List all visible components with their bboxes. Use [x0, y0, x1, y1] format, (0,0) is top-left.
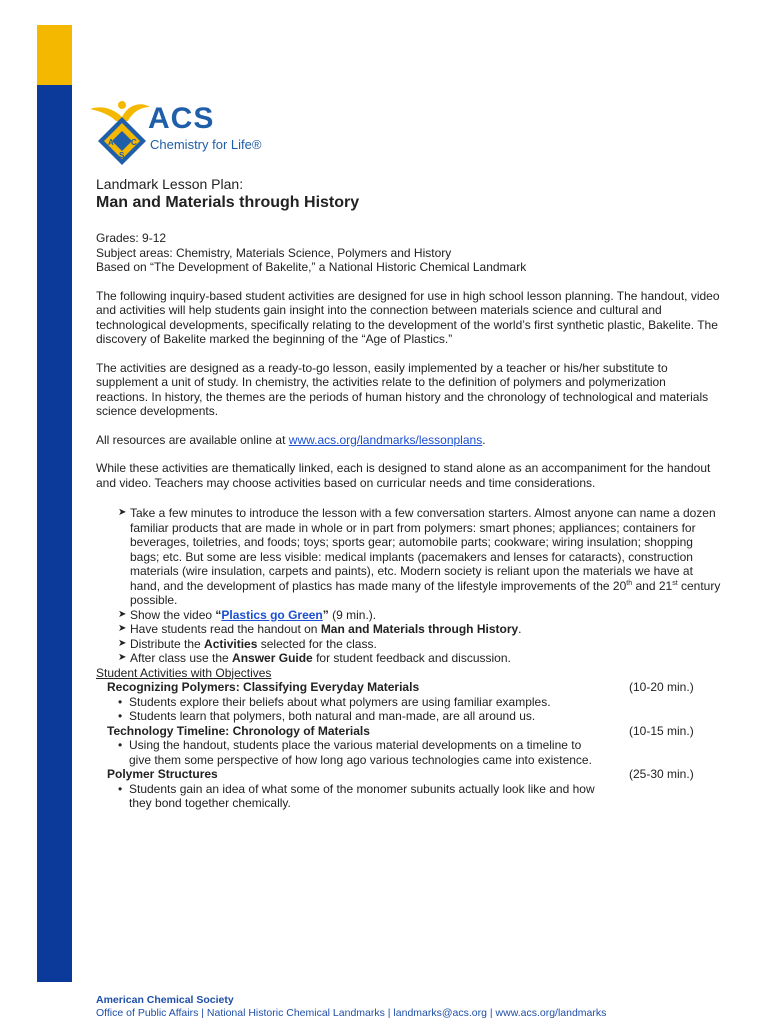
activities-paragraph: The activities are designed as a ready-to-go lesson, easily implemented by a teacher or his/her substitute to supplement a unit of study. In chemistry, the activities relate to the definition of polymers and polymerization reactions. In history, the themes are the periods of human history and the chronology of technological and materials science developments.: [96, 360, 709, 418]
step-distribute-activities: [118, 637, 721, 652]
intro-paragraph: The following inquiry-based student activities are designed for use in high school lesson planning. The handout, video and activities will help students gain insight into the connection between materials science and cultural and technological developments, specifically relating to the development of the world’s first synthetic plastic, Bakelite. The discovery of Bakelite marked the beginning of the “Age of Plastics.”: [96, 288, 720, 346]
step1-sup-st: st: [672, 579, 678, 587]
grades-line: Grades: 9-12: [96, 231, 167, 245]
step2-quote-open: “: [215, 607, 222, 622]
objective-item: [96, 680, 721, 724]
resources-prefix: All resources are available online at: [96, 432, 289, 447]
step1-end: century possible.: [130, 578, 721, 607]
thematic-paragraph: While these activities are thematically linked, each is designed to stand alone as an accompaniment for the handout and video. Teachers may choose activities based on curricular needs and time considerations.: [96, 461, 711, 490]
document-body: [96, 176, 721, 811]
step3-bold: Man and Materials through History: [320, 622, 519, 636]
step1-mid: and 21: [632, 578, 673, 593]
step-answer-guide: [118, 651, 721, 666]
step2-quote-close: ”: [322, 607, 329, 622]
objective-item: [96, 724, 721, 768]
footer-contact: Office of Public Affairs | National Historic Chemical Landmarks | landmarks@acs.org | www.acs.org/landmarks: [96, 1007, 607, 1019]
objectives-heading: Student Activities with Objectives: [96, 665, 272, 680]
lesson-steps-list: [118, 506, 721, 666]
objective-title: Recognizing Polymers: Classifying Everyday Materials: [107, 680, 420, 694]
step2-prefix: Show the video: [130, 607, 216, 622]
objective-bullet: • Students explore their beliefs about what polymers are using familiar examples.: [118, 695, 599, 710]
step-read-handout: [118, 622, 721, 637]
step1-text: Take a few minutes to introduce the lesson with a few conversation starters. Almost anyone can name a dozen familiar products that are made in whole or in part from polymers: smart phones; appliances; containers for beverages, toiletries, and foods; toys; sports gear; automobile parts; cookware; wiring insulation; shopping bags; etc. But some are less visible: medical implants (pacemakers and lenses for cataracts), construction materials (wire insulation, carpets and paints), etc. Modern society is reliant upon the materials we have at hand, and the development of plastics has made many of the lifestyle improvements of the 20: [130, 506, 716, 593]
svg-text:S: S: [119, 151, 125, 160]
footer-org: American Chemical Society: [96, 994, 234, 1006]
page-title: Man and Materials through History: [96, 194, 360, 211]
objective-time: (10-20 min.): [629, 680, 694, 694]
step5-suffix: for student feedback and discussion.: [312, 651, 511, 665]
step3-suffix: .: [518, 622, 522, 636]
lessonplans-link[interactable]: www.acs.org/landmarks/lessonplans: [288, 432, 483, 447]
accent-bar-blue: [37, 85, 72, 982]
step5-prefix: After class use the: [130, 651, 233, 665]
based-on-line: Based on “The Development of Bakelite,” a National Historic Chemical Landmark: [96, 260, 527, 274]
svg-text:A: A: [108, 138, 114, 147]
objective-bullet: • Students learn that polymers, both natural and man-made, are all around us.: [118, 709, 599, 724]
logo-tagline: Chemistry for Life®: [150, 137, 262, 152]
lesson-kicker: Landmark Lesson Plan:: [96, 176, 244, 192]
step4-bold: Activities: [204, 636, 258, 651]
subjects-line: Subject areas: Chemistry, Materials Science, Polymers and History: [96, 245, 452, 260]
step-conversation-starters: [118, 506, 721, 608]
svg-text:C: C: [131, 138, 137, 147]
resources-paragraph: [96, 433, 721, 448]
page-footer: [96, 994, 606, 1020]
step2-suffix: (9 min.).: [328, 607, 377, 622]
objective-bullet: • Students gain an idea of what some of the monomer subunits actually look like and how they bond together chemically.: [118, 782, 599, 811]
plastics-go-green-link[interactable]: Plastics go Green: [221, 607, 323, 622]
step4-suffix: selected for the class.: [257, 636, 377, 651]
objective-time: (10-15 min.): [629, 723, 694, 738]
objective-bullet: • Using the handout, students place the various material developments on a timeline to give them some perspective of how long ago various technologies came into existence.: [118, 738, 599, 767]
logo-wordmark: ACS: [148, 102, 215, 135]
objective-title: Technology Timeline: Chronology of Materials: [107, 723, 370, 738]
step4-prefix: Distribute the: [130, 636, 205, 651]
objective-item: [96, 767, 721, 811]
accent-bar-yellow: [37, 25, 72, 85]
objective-time: (25-30 min.): [629, 767, 694, 781]
resources-suffix: .: [482, 432, 486, 447]
step3-prefix: Have students read the handout on: [130, 622, 321, 636]
step-show-video: [118, 608, 721, 623]
step1-sup-th: th: [626, 579, 633, 587]
objective-title: Polymer Structures: [107, 767, 218, 781]
step5-bold: Answer Guide: [232, 651, 313, 665]
